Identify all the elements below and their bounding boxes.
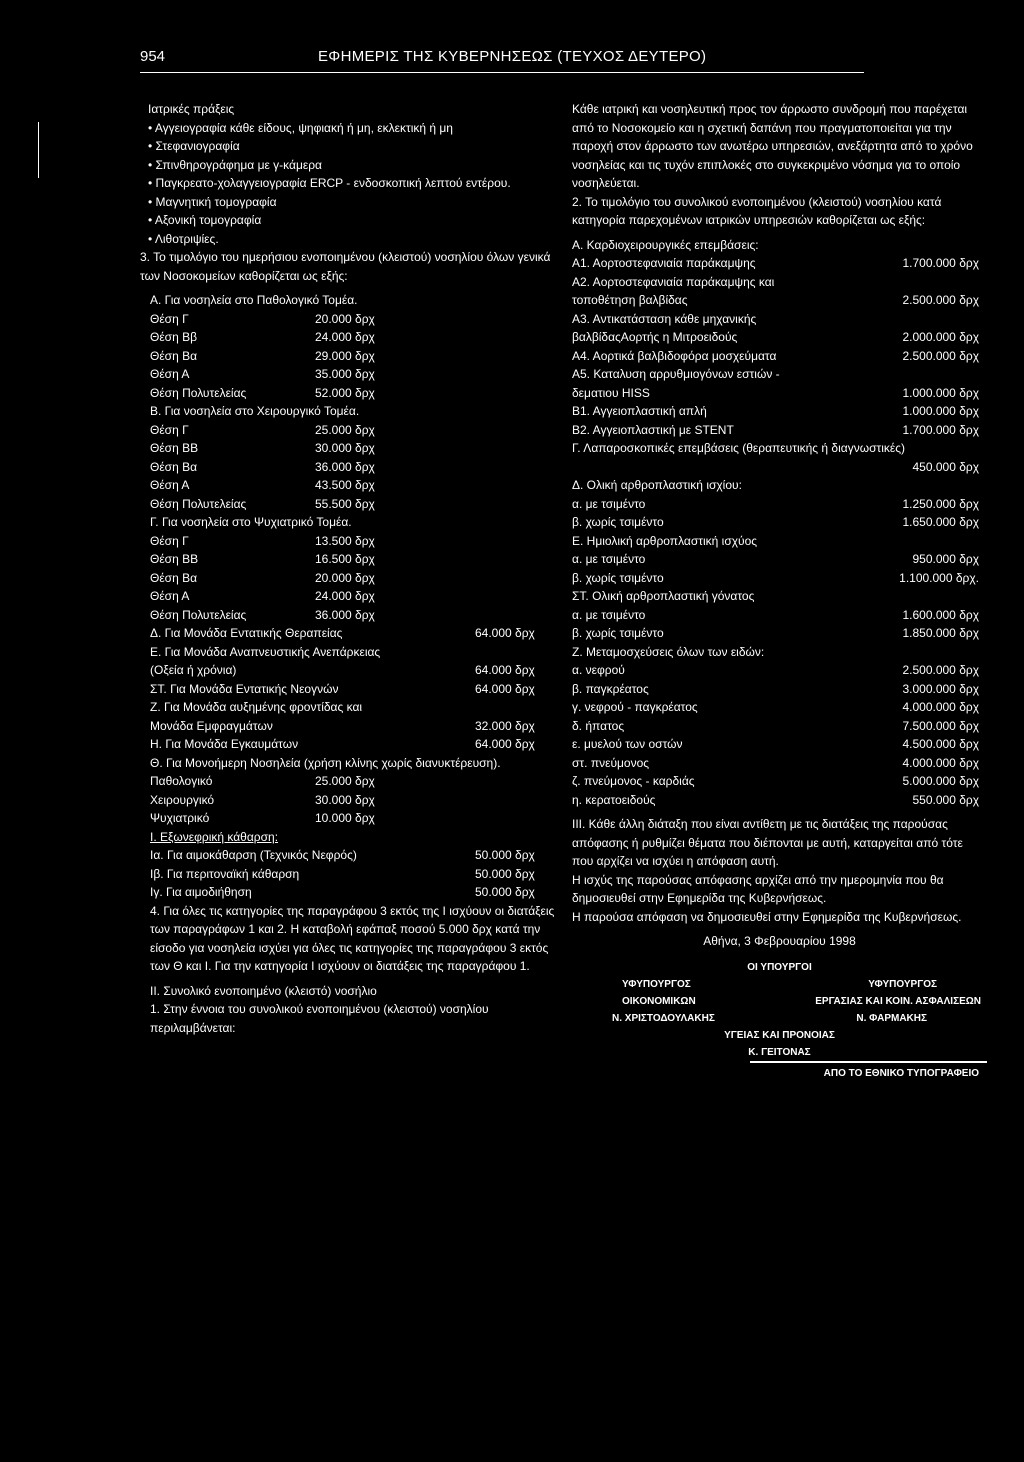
price-label: Α2. Αορτοστεφανιαία παράκαμψης και (572, 274, 775, 289)
price-amount: 1.000.000 δρχ (902, 385, 979, 400)
price-label: Χειρουργικό (150, 792, 215, 807)
price-label: ε. μυελού των οστών (572, 737, 683, 751)
section-a-list (140, 310, 562, 403)
price-amount: 50.000 δρχ (475, 885, 535, 899)
price-row (140, 439, 562, 458)
section-i-list (140, 846, 562, 902)
price-row (572, 735, 987, 754)
price-label: Θέση Γ (150, 533, 189, 548)
price-row (140, 772, 562, 791)
price-amount: 36.000 δρχ (315, 459, 375, 474)
price-label: Θέση Ββ (150, 330, 198, 344)
price-row (572, 772, 987, 791)
price-row (140, 883, 562, 902)
price-amount: 20.000 δρχ (315, 570, 375, 585)
paragraph-2: 2. Το τιμολόγιο του συνολικού ενοποιημένου (κλειστού) νοσηλίου κατά κατηγορία παρεχομένων ιατρικών υπηρεσιών καθορίζεται ως εξής: (572, 194, 942, 227)
price-amount: 13.500 δρχ (315, 533, 375, 548)
price-amount: 550.000 δρχ (912, 792, 979, 807)
price-amount: 20.000 δρχ (315, 311, 375, 326)
price-row (140, 310, 562, 329)
price-row (572, 291, 987, 310)
paragraph-iii: ΙΙΙ. Κάθε άλλη διάταξη που είναι αντίθετη με τις διατάξεις της παρούσας απόφασης ή ρυθμίζει θέματα που διέπονται με αυτή, καταργείται από τότε που αρχίζει να ισχύει η απόφαση αυτή. (572, 817, 963, 868)
price-label: δ. ήπατος (572, 718, 625, 733)
ministry-name: ΥΓΕΙΑΣ ΚΑΙ ΠΡΟΝΟΙΑΣ (724, 1029, 835, 1041)
price-label: Θέση ΒΒ (150, 441, 199, 455)
price-amount: 4.500.000 δρχ (902, 737, 979, 751)
section-b-list (140, 421, 562, 514)
price-row (140, 569, 562, 588)
price-amount: 3.000.000 δρχ (902, 681, 979, 696)
price-label: Β1. Αγγειοπλαστική απλή (572, 404, 707, 418)
unit-row (140, 661, 562, 680)
price-row (140, 865, 562, 884)
price-label: Α5. Καταλυση αρρυθμιογόνων εστιών - (572, 367, 780, 381)
price-label: Θέση Α (150, 478, 190, 492)
price-row (140, 384, 562, 403)
price-row (572, 254, 987, 273)
price-label: ζ. πνεύμονος - καρδιάς (572, 774, 695, 788)
unit-row (140, 680, 562, 699)
paragraph-3: 3. Το τιμολόγιο του ημερήσιου ενοποιημένου (κλειστού) νοσηλίου όλων γενικά των Νοσοκομείων καθορίζεται ως εξής: (140, 250, 551, 283)
price-amount: 1.850.000 δρχ (902, 626, 979, 640)
price-label: τοποθέτηση βαλβίδας (572, 293, 688, 307)
page-number: 954 (140, 48, 166, 65)
section-i-title: Ι. Εξωνεφρική κάθαρση: (150, 829, 279, 844)
unit-amount: 64.000 δρχ (475, 663, 535, 677)
section-theta-list (140, 772, 562, 828)
price-row (572, 717, 987, 736)
section-theta-title: Θ. Για Μονοήμερη Νοσηλεία (χρήση κλίνης χωρίς διανυκτέρευση). (150, 755, 501, 770)
price-label: Θέση Γ (150, 422, 189, 437)
price-amount: 16.500 δρχ (315, 552, 375, 566)
price-amount: 7.500.000 δρχ (902, 718, 979, 733)
price-label: Θέση Πολυτελείας (150, 496, 247, 511)
price-row (572, 624, 987, 643)
price-amount: 450.000 δρχ (912, 459, 979, 474)
price-row (572, 365, 987, 384)
unit-row (140, 643, 562, 662)
signatory-name: Ν. ΦΑΡΜΑΚΗΣ (856, 1012, 927, 1024)
bullet-item: • Σπινθηρογράφημα με γ-κάμερα (148, 157, 322, 172)
price-row (140, 421, 562, 440)
price-label: Β2. Αγγειοπλαστική με STENT (572, 422, 734, 437)
price-row (140, 365, 562, 384)
price-row (572, 495, 987, 514)
price-row (140, 550, 562, 569)
price-amount: 2.500.000 δρχ (902, 348, 979, 363)
price-amount: 2.000.000 δρχ (902, 330, 979, 344)
price-amount: 1.000.000 δρχ (902, 404, 979, 418)
signature-block (572, 959, 987, 1061)
section-g-amount-row (572, 458, 987, 477)
unit-list (140, 624, 562, 754)
ministry-name: ΟΙΚΟΝΟΜΙΚΩΝ (622, 995, 696, 1007)
price-label: Θέση Πολυτελείας (150, 385, 247, 400)
section-c-title: Γ. Για νοσηλεία στο Ψυχιατρικό Τομέα. (150, 515, 352, 529)
price-row (140, 791, 562, 810)
section-b-title: Β. Για νοσηλεία στο Χειρουργικό Τομέα. (150, 404, 360, 418)
price-label: Θέση Α (150, 589, 190, 603)
price-label: Θέση Βα (150, 348, 198, 363)
price-amount: 50.000 δρχ (475, 848, 535, 862)
section-a-title: Α. Για νοσηλεία στο Παθολογικό Τομέα. (150, 293, 358, 307)
procedure-bullets (140, 100, 562, 248)
price-row (140, 328, 562, 347)
bullet-item: • Παγκρεατο-χολαγγειογραφία ERCP - ενδοσκοπική λεπτού εντέρου. (148, 176, 511, 190)
signatory-name: Κ. ΓΕΙΤΟΝΑΣ (748, 1046, 811, 1058)
price-row (572, 513, 987, 532)
price-row (572, 754, 987, 773)
price-row (140, 458, 562, 477)
price-row (572, 606, 987, 625)
price-amount: 1.600.000 δρχ (902, 607, 979, 622)
price-amount: 1.250.000 δρχ (902, 496, 979, 511)
price-amount: 5.000.000 δρχ (902, 774, 979, 788)
price-amount: 950.000 δρχ (912, 552, 979, 566)
price-row (572, 550, 987, 569)
price-label: β. χωρίς τσιμέντο (572, 515, 664, 529)
section-e-title: Ε. Ημιολική αρθροπλαστική ισχύος (572, 533, 758, 548)
price-label: α. νεφρού (572, 663, 625, 677)
price-label: Θέση Βα (150, 570, 198, 585)
date-line: Αθήνα, 3 Φεβρουαρίου 1998 (703, 934, 856, 948)
price-amount: 1.650.000 δρχ (902, 515, 979, 529)
price-amount: 52.000 δρχ (315, 385, 375, 400)
price-amount: 1.700.000 δρχ (902, 422, 979, 437)
price-label: η. κερατοειδούς (572, 792, 656, 807)
price-amount: 1.100.000 δρχ. (899, 570, 979, 585)
price-label: Θέση Γ (150, 311, 189, 326)
price-amount: 25.000 δρχ (315, 774, 375, 788)
page-header (0, 40, 1024, 74)
price-amount: 10.000 δρχ (315, 811, 375, 825)
printer-line: ΑΠΟ ΤΟ ΕΘΝΙΚΟ ΤΥΠΟΓΡΑΦΕΙΟ (750, 1061, 987, 1084)
unit-amount: 64.000 δρχ (475, 737, 535, 751)
price-label: Θέση ΒΒ (150, 552, 199, 566)
price-row (572, 698, 987, 717)
margin-mark (38, 122, 39, 178)
bullet-item: • Στεφανιογραφία (148, 139, 240, 153)
price-row (572, 791, 987, 810)
price-amount: 36.000 δρχ (315, 607, 375, 622)
validity-paragraph: Η ισχύς της παρούσας απόφασης αρχίζει από την ημερομηνία που θα δημοσιευθεί στην Εφημερίδα της Κυβερνήσεως. (572, 872, 944, 905)
price-label: α. με τσιμέντο (572, 496, 646, 511)
unit-amount: 64.000 δρχ (475, 681, 535, 696)
unit-row (140, 717, 562, 736)
price-label: Παθολογικό (150, 774, 213, 788)
price-amount: 29.000 δρχ (315, 348, 375, 363)
signatory-title: ΥΦΥΠΟΥΡΓΟΣ (622, 978, 691, 990)
price-row (140, 846, 562, 865)
price-row (572, 347, 987, 366)
price-label: α. με τσιμέντο (572, 607, 646, 622)
price-row (572, 402, 987, 421)
section-g-title: Γ. Λαπαροσκοπικές επεμβάσεις (θεραπευτικής ή διαγνωστικές) (572, 441, 906, 455)
price-amount: 30.000 δρχ (315, 441, 375, 455)
unit-amount: 32.000 δρχ (475, 718, 535, 733)
unit-label: Η. Για Μονάδα Εγκαυμάτων (150, 737, 299, 751)
price-label: Ια. Για αιμοκάθαρση (Τεχνικός Νεφρός) (150, 848, 357, 862)
price-amount: 2.500.000 δρχ (902, 293, 979, 307)
signature-row (572, 993, 987, 1010)
price-row (572, 328, 987, 347)
journal-title: ΕΦΗΜΕΡΙΣ ΤΗΣ ΚΥΒΕΡΝΗΣΕΩΣ (ΤΕΥΧΟΣ ΔΕΥΤΕΡΟ) (318, 48, 707, 65)
unit-label: Δ. Για Μονάδα Εντατικής Θεραπείας (150, 626, 343, 640)
price-amount: 24.000 δρχ (315, 589, 375, 603)
unit-label: Ε. Για Μονάδα Αναπνευστικής Ανεπάρκειας (150, 644, 381, 659)
ministers-heading: ΟΙ ΥΠΟΥΡΓΟΙ (747, 961, 812, 973)
unit-row (140, 698, 562, 717)
unit-row (140, 624, 562, 643)
price-row (572, 680, 987, 699)
price-row (140, 476, 562, 495)
price-amount: 4.000.000 δρχ (902, 755, 979, 770)
price-label: Α3. Αντικατάσταση κάθε μηχανικής (572, 311, 757, 326)
price-label: Ψυχιατρικό (150, 811, 210, 825)
price-label: Α4. Αορτικά βαλβιδοφόρα μοσχεύματα (572, 348, 777, 363)
price-amount: 25.000 δρχ (315, 422, 375, 437)
price-label: β. χωρίς τσιμέντο (572, 570, 664, 585)
price-row (140, 532, 562, 551)
price-row (572, 384, 987, 403)
intro-paragraph: Κάθε ιατρική και νοσηλευτική προς τον άρρωστο συνδρομή που παρέχεται από το Νοσοκομείο και η σχετική δαπάνη που πραγματοποιείται για την παροχή στον άρρωστο των ανωτέρω υπηρεσιών, ανεξάρτητα από το χρόνο νοσηλείας και τις τυχόν επιπλοκές στο συγκεκριμένο νόσημα για το οποίο νοσηλεύεται. (572, 102, 973, 190)
price-label: β. χωρίς τσιμέντο (572, 626, 664, 640)
price-row (572, 661, 987, 680)
ministry-name: ΕΡΓΑΣΙΑΣ ΚΑΙ ΚΟΙΝ. ΑΣΦΑΛΙΣΕΩΝ (815, 995, 981, 1007)
signatory-name: Ν. ΧΡΙΣΤΟΔΟΥΛΑΚΗΣ (612, 1012, 715, 1024)
price-row (140, 587, 562, 606)
price-label: Ιγ. Για αιμοδιήθηση (150, 885, 252, 899)
section-ii-paragraph: 1. Στην έννοια του συνολικού ενοποιημένου (κλειστού) νοσηλίου περιλαμβάνεται: (150, 1002, 489, 1035)
bullet-item: • Μαγνητική τομογραφία (148, 194, 277, 209)
price-label: β. παγκρέατος (572, 681, 649, 696)
signatory-title: ΥΦΥΠΟΥΡΓΟΣ (868, 978, 937, 990)
bullet-item: • Αγγειογραφία κάθε είδους, ψηφιακή ή μη, εκλεκτική ή μη (148, 120, 453, 135)
price-label: βαλβίδαςΑορτής η Μιτροειδούς (572, 330, 738, 344)
paragraph-4: 4. Για όλες τις κατηγορίες της παραγράφου 3 εκτός της Ι ισχύουν οι διατάξεις των παραγράφων 1 και 2. Η καταβολή εφάπαξ ποσού 5.000 δρχ κατά την είσοδο για νοσηλεία ισχύει για όλες τις κατηγορίες της παραγράφου 3 εκτός των Θ και Ι. Για την κατηγορία Ι ισχύουν οι διατάξεις της παραγράφου 1. (150, 903, 555, 973)
bullet-item: Ιατρικές πράξεις (148, 102, 235, 116)
unit-row (140, 735, 562, 754)
price-row (572, 569, 987, 588)
right-column (572, 100, 987, 1083)
section-d-title: Δ. Ολική αρθροπλαστική ισχίου: (572, 478, 742, 492)
price-amount: 55.500 δρχ (315, 496, 375, 511)
price-amount: 1.700.000 δρχ (902, 256, 979, 270)
price-amount: 4.000.000 δρχ (902, 700, 979, 714)
price-row (572, 421, 987, 440)
price-amount: 50.000 δρχ (475, 866, 535, 881)
bullet-item: • Αξονική τομογραφία (148, 213, 262, 227)
price-amount: 30.000 δρχ (315, 792, 375, 807)
price-amount: 35.000 δρχ (315, 367, 375, 381)
transplant-list (572, 661, 987, 809)
price-label: δεματιου HISS (572, 385, 650, 400)
cardiac-list (572, 254, 987, 439)
price-label: γ. νεφρού - παγκρέατος (572, 700, 698, 714)
price-label: Θέση Βα (150, 459, 198, 474)
price-label: α. με τσιμέντο (572, 552, 646, 566)
header-rule (140, 72, 864, 73)
unit-amount: 64.000 δρχ (475, 626, 535, 640)
unit-label: Μονάδα Εμφραγμάτων (150, 718, 273, 733)
price-label: Θέση Πολυτελείας (150, 607, 247, 622)
price-row (140, 809, 562, 828)
price-row (572, 273, 987, 292)
signature-row (572, 976, 987, 993)
left-column (140, 100, 562, 1037)
price-row (140, 347, 562, 366)
unit-label: ΣΤ. Για Μονάδα Εντατικής Νεογνών (150, 681, 339, 696)
section-a-title: Α. Καρδιοχειρουργικές επεμβάσεις: (572, 237, 759, 252)
price-label: στ. πνεύμονος (572, 755, 650, 770)
price-row (572, 310, 987, 329)
publication-paragraph: Η παρούσα απόφαση να δημοσιευθεί στην Εφημερίδα της Κυβερνήσεως. (572, 909, 962, 924)
unit-label: (Οξεία ή χρόνια) (150, 663, 237, 677)
unit-label: Ζ. Για Μονάδα αυξημένης φροντίδας και (150, 700, 363, 714)
price-amount: 2.500.000 δρχ (902, 663, 979, 677)
price-amount: 43.500 δρχ (315, 478, 375, 492)
section-st-title: ΣΤ. Ολική αρθροπλαστική γόνατος (572, 589, 755, 603)
section-ii-title: ΙΙ. Συνολικό ενοποιημένο (κλειστό) νοσήλιο (150, 983, 377, 998)
signature-row (572, 1010, 987, 1027)
price-label: Ιβ. Για περιτοναϊκή κάθαρση (150, 866, 300, 881)
price-row (140, 495, 562, 514)
price-label: Α1. Αορτοστεφανιαία παράκαμψης (572, 256, 756, 270)
section-c-list (140, 532, 562, 625)
section-z-title: Ζ. Μεταμοσχεύσεις όλων των ειδών: (572, 644, 765, 659)
price-label: Θέση Α (150, 367, 190, 381)
bullet-item: • Λιθοτριψίες. (148, 231, 219, 246)
price-amount: 24.000 δρχ (315, 330, 375, 344)
price-row (140, 606, 562, 625)
